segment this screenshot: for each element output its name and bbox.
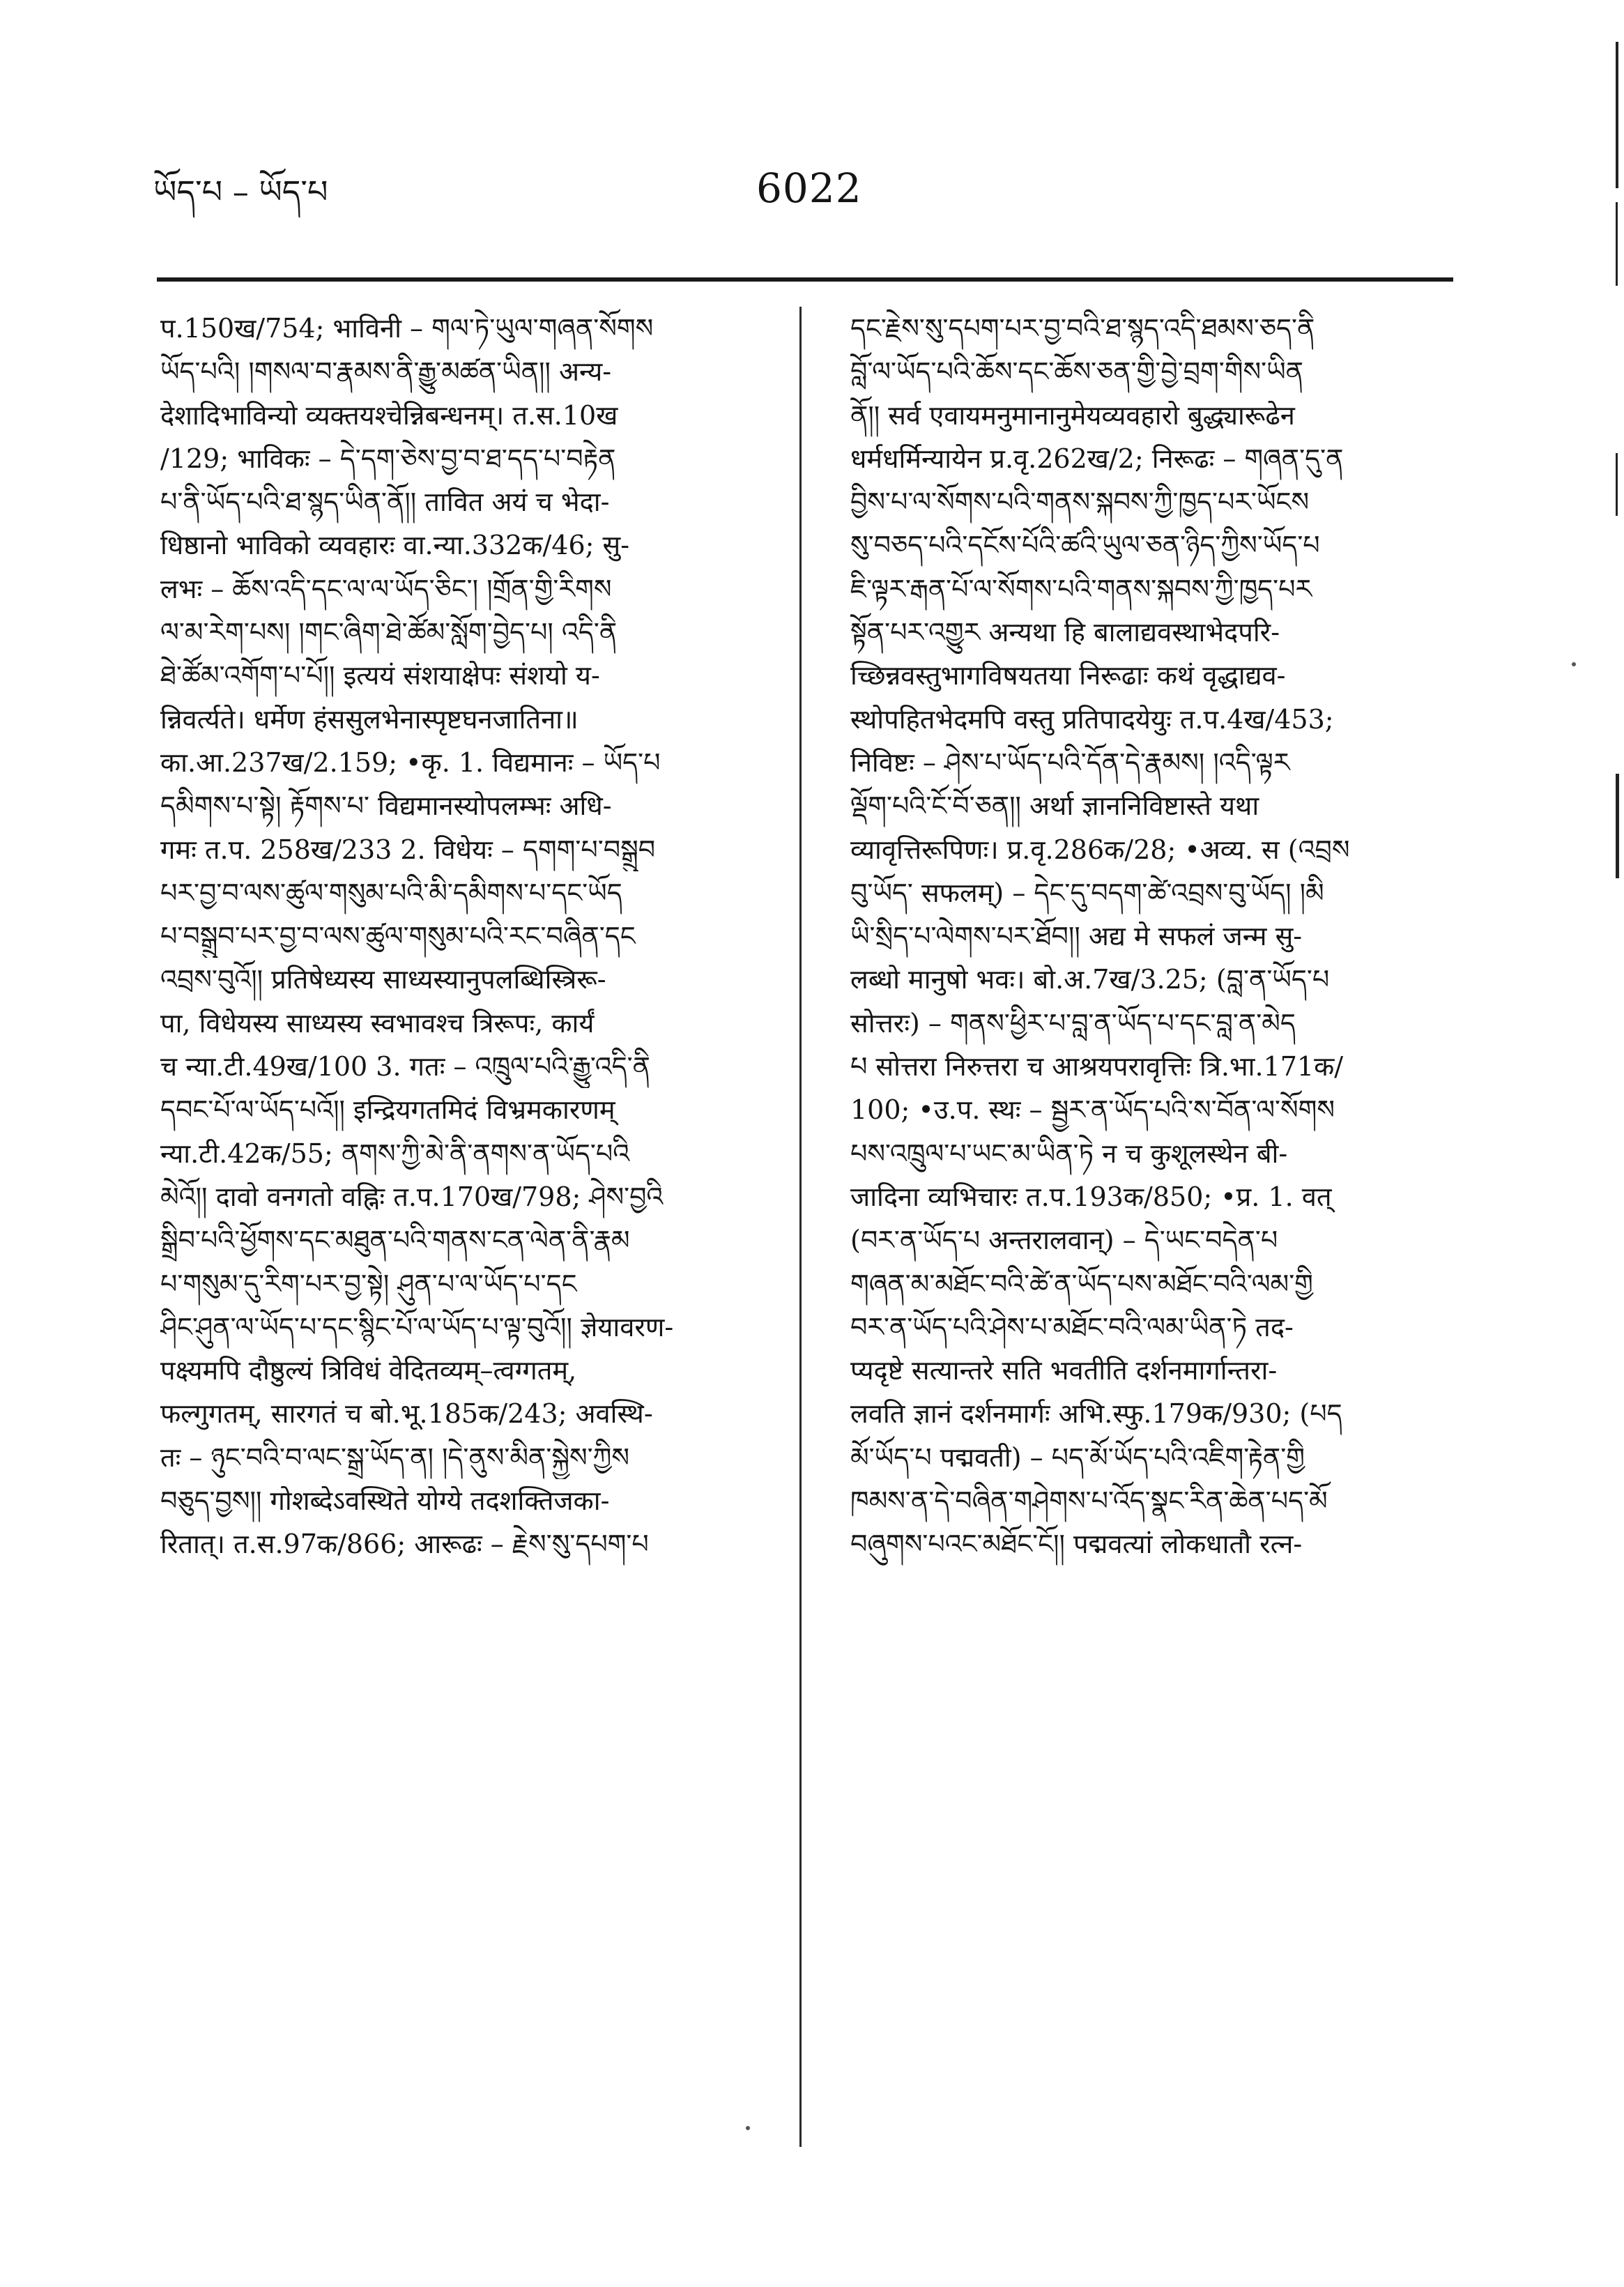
text-line: फल्गुगतम्, सारगतं च बो.भू.185क/243; अवस्थि- [160, 1398, 653, 1430]
text-line: प्यदृष्टे सत्यान्तरे सति भवतीति दर्शनमार्गान्तरा- [850, 1355, 1278, 1386]
text-line: निविष्टः – ཤེས་པ་ཡོད་པའི་དོན་དེ་རྣམས། །འདི་ལྟར [850, 747, 1290, 778]
left-column [160, 307, 760, 2161]
text-line: रितात्। त.स.97क/866; आरूढः – རྗེས་སུ་དཔག་པ [160, 1529, 649, 1560]
text-line: བུ་ཡོད་ सफलम्) – དེང་དུ་བདག་ཚེ་འབྲས་བུ་ཡོད། །མི [850, 877, 1324, 908]
scan-edge-mark [1616, 42, 1618, 188]
text-line: लवति ज्ञानं दर्शनमार्गः अभि.स्फु.179क/930; (པད [850, 1398, 1342, 1430]
text-line: स्थोपहितभेदमपि वस्तु प्रतिपादयेयुः त.प.4ख/453; [850, 703, 1334, 735]
text-line: པ་ནི་ཡོད་པའི་ཐ་སྙད་ཡིན་ནོ།། तावित अयं च भेदा- [160, 487, 610, 518]
text-line: लब्धो मानुषो भवः। बो.अ.7ख/3.25; (བླ་ན་ཡོད་པ [850, 964, 1330, 995]
page-header [153, 157, 1457, 240]
text-line: བཞུགས་པའང་མཐོང་ངོ།། पद्मवत्यां लोकधातौ रत्न- [850, 1529, 1303, 1560]
text-line: न्निवर्त्यते। धर्मेण हंससुलभेनास्पृष्टघनजातिना॥ [160, 703, 579, 735]
text-line: པ་བསྒྲུབ་པར་བྱ་བ་ལས་ཚུལ་གསུམ་པའི་རང་བཞིན་དང [160, 921, 636, 952]
text-line: जादिना व्यभिचारः त.प.193क/850; •प्र. 1. वत् [850, 1181, 1332, 1212]
text-line: च्छिन्नवस्तुभागविषयतया निरूढाः कथं वृद्धाद्यव- [850, 660, 1286, 691]
text-line: དང་རྗེས་སུ་དཔག་པར་བྱ་བའི་ཐ་སྙད་འདི་ཐམས་ཅད་ནི [850, 313, 1315, 344]
text-line: सोत्तरः) – གནས་ཕྱིར་པ་བླ་ན་ཡོད་པ་དང་བླ་ན་མེད [850, 1007, 1296, 1039]
text-line: धिष्ठानो भाविको व्यवहारः वा.न्या.332क/46; सु- [160, 530, 630, 561]
text-line: བཅུད་བྱས།། गोशब्देऽवस्थिते योग्ये तदशक्तिजका- [160, 1485, 610, 1517]
text-line: མོ་ཡོད་པ पद्मवती) – པད་མོ་ཡོད་པའི་འཇིག་རྟེན་གྱི [850, 1441, 1305, 1473]
text-line: च न्या.टी.49ख/100 3. गतः – འཁྲུལ་པའི་རྒྱུ་འདི་ནི [160, 1051, 650, 1083]
text-line: गमः त.प. 258ख/233 2. विधेयः – དགག་པ་བསྒྲུབ [160, 834, 656, 865]
text-line: व्यावृत्तिरूपिणः। प्र.वृ.286क/28; •अव्य. स (འབྲས [850, 834, 1350, 865]
header-rule [157, 277, 1453, 282]
text-line: པར་བྱ་བ་ལས་ཚུལ་གསུམ་པའི་མི་དམིགས་པ་དང་ཡོད [160, 877, 622, 908]
scan-edge-mark [1616, 202, 1618, 286]
text-line: སྒྲིབ་པའི་ཕྱོགས་དང་མཐུན་པའི་གནས་ངན་ལེན་ནི་རྣམ [160, 1225, 630, 1256]
page-number: 6022 [756, 165, 862, 212]
text-line: /129; भाविकः – དེ་དག་ཅེས་བྱ་བ་ཐ་དད་པ་བརྟེན [160, 443, 616, 474]
text-line: ཁམས་ན་དེ་བཞིན་གཤེགས་པ་འོད་སྣང་རིན་ཆེན་པད་མོ [850, 1485, 1328, 1517]
text-line: བར་ན་ཡོད་པའི་ཤེས་པ་མཐོང་བའི་ལམ་ཡིན་ཏེ तद- [850, 1311, 1294, 1343]
text-line: ཤིང་ཤུན་ལ་ཡོད་པ་དང་སྙིང་པོ་ལ་ཡོད་པ་ལྟ་བུའོ།། ज्ञेयावरण- [160, 1311, 674, 1343]
text-line: ལྡོག་པའི་ངོ་བོ་ཅན།། अर्था ज्ञाननिविष्टास्ते यथा [850, 790, 1259, 822]
text-line: མེའོ།། दावो वनगतो वह्निः त.प.170ख/798; ཤེས་བྱའི [160, 1181, 664, 1212]
text-line: (བར་ན་ཡོད་པ अन्तरालवान्) – དེ་ཡང་བདེན་པ [850, 1225, 1278, 1256]
text-line: དམིགས་པ་སྟེ། རྟོགས་པ་ विद्यमानस्योपलम्भः अधि- [160, 790, 612, 822]
text-line: धर्मधर्मिन्यायेन प्र.वृ.262ख/2; निरूढः – གཞན་དུ་ན [850, 443, 1344, 474]
text-line: སུ་བཅད་པའི་དངོས་པོའི་ཚའི་ཡུལ་ཅན་ཉིད་ཀྱིས་ཡོད་པ [850, 530, 1320, 561]
text-line: 100; •उ.प. स्थः – སྦྱར་ན་ཡོད་པའི་ས་བོན་ལ་སོགས [850, 1094, 1335, 1126]
text-line: འབྲས་བུའོ།། प्रतिषेध्यस्य साध्यस्यानुपलब्धिस्त्रिरू- [160, 964, 606, 995]
text-line: प.150ख/754; भाविनी – གལ་ཏེ་ཡུལ་གཞན་སོགས [160, 313, 654, 344]
text-line: དབང་པོ་ལ་ཡོད་པའོ།། इन्द्रियगतमिदं विभ्रमकारणम् [160, 1094, 615, 1126]
scan-speck [746, 2126, 750, 2130]
text-line: ཡི་སྲིད་པ་ལེགས་པར་ཐོབ།། अद्य मे सफलं जन्म सु- [850, 921, 1303, 952]
text-line: लभः – ཆོས་འདི་དང་ལ་ལ་ཡོད་ཅིང་། །གྲོན་གྱི་རིགས [160, 573, 612, 604]
text-line: ཇི་ལྟར་རྒན་པོ་ལ་སོགས་པའི་གནས་སྐབས་ཀྱི་ཁྱད་པར [850, 573, 1312, 604]
text-line: གཞན་མ་མཐོང་བའི་ཚེ་ན་ཡོད་པས་མཐོང་བའི་ལམ་གྱི [850, 1268, 1313, 1299]
text-line: न्या.टी.42क/55; ནགས་ཀྱི་མེ་ནི་ནགས་ན་ཡོད་པའི [160, 1138, 630, 1169]
text-line: སྟོན་པར་འགྱུར अन्यथा हि बालाद्यवस्थाभेदपरि- [850, 617, 1280, 648]
right-column [850, 307, 1450, 2161]
text-line: བྱིས་པ་ལ་སོགས་པའི་གནས་སྐབས་ཀྱི་ཁྱད་པར་ཡོངས [850, 487, 1310, 518]
column-divider [799, 307, 802, 2147]
scan-speck [1572, 662, 1576, 666]
text-line: का.आ.237ख/2.159; •कृ. 1. विद्यमानः – ཡོད་པ [160, 747, 661, 778]
text-line: ཐེ་ཚོམ་འགོག་པ་པོ།། इत्ययं संशयाक्षेपः संशयो य- [160, 660, 600, 691]
text-line: པ་གསུམ་དུ་རིག་པར་བྱ་སྟེ། ཤུན་པ་ལ་ཡོད་པ་དང [160, 1268, 577, 1299]
text-line: པས་འཁྲུལ་པ་ཡང་མ་ཡིན་ཏེ न च कुशूलस्थेन बी- [850, 1138, 1288, 1169]
text-line: पक्ष्यमपि दौष्ठुल्यं त्रिविधं वेदितव्यम्–त्वग्गतम्, [160, 1355, 577, 1386]
text-line: तः – ཉུང་བའི་བ་ལང་སྒྲ་ཡོད་ན། །དེ་ནུས་མིན་སྐྱེས་ཀྱིས [160, 1441, 630, 1473]
scan-edge-mark [1616, 774, 1619, 878]
text-line: पा, विधेयस्य साध्यस्य स्वभावश्च त्रिरूपः, कार्यं [160, 1007, 595, 1039]
running-headword: ཡོད་པ – ཡོད་པ [153, 173, 328, 211]
text-line: देशादिभाविन्यो व्यक्तयश्चेन्निबन्धनम्। त.स.10ख [160, 399, 618, 431]
text-line: པ सोत्तरा निरुत्तरा च आश्रयपरावृत्तिः त्रि.भा.171क/ [850, 1051, 1344, 1083]
scan-edge-mark [1616, 453, 1618, 516]
text-line: ཡོད་པའི། །གསལ་བ་རྣམས་ནི་རྒྱུ་མཚན་ཡིན།། अन्य- [160, 356, 612, 388]
text-line: ལ་མ་རེག་པས། །གང་ཞིག་ཐེ་ཚོམ་སློག་བྱེད་པ། འདི་ནི [160, 617, 618, 648]
text-line: ནོ།། सर्व एवायमनुमानानुमेयव्यवहारो बुद्ध्यारूढेन [850, 399, 1295, 431]
text-line: བློ་ལ་ཡོད་པའི་ཆོས་དང་ཆོས་ཅན་གྱི་བྱེ་བྲག་གིས་ཡིན [850, 356, 1304, 388]
